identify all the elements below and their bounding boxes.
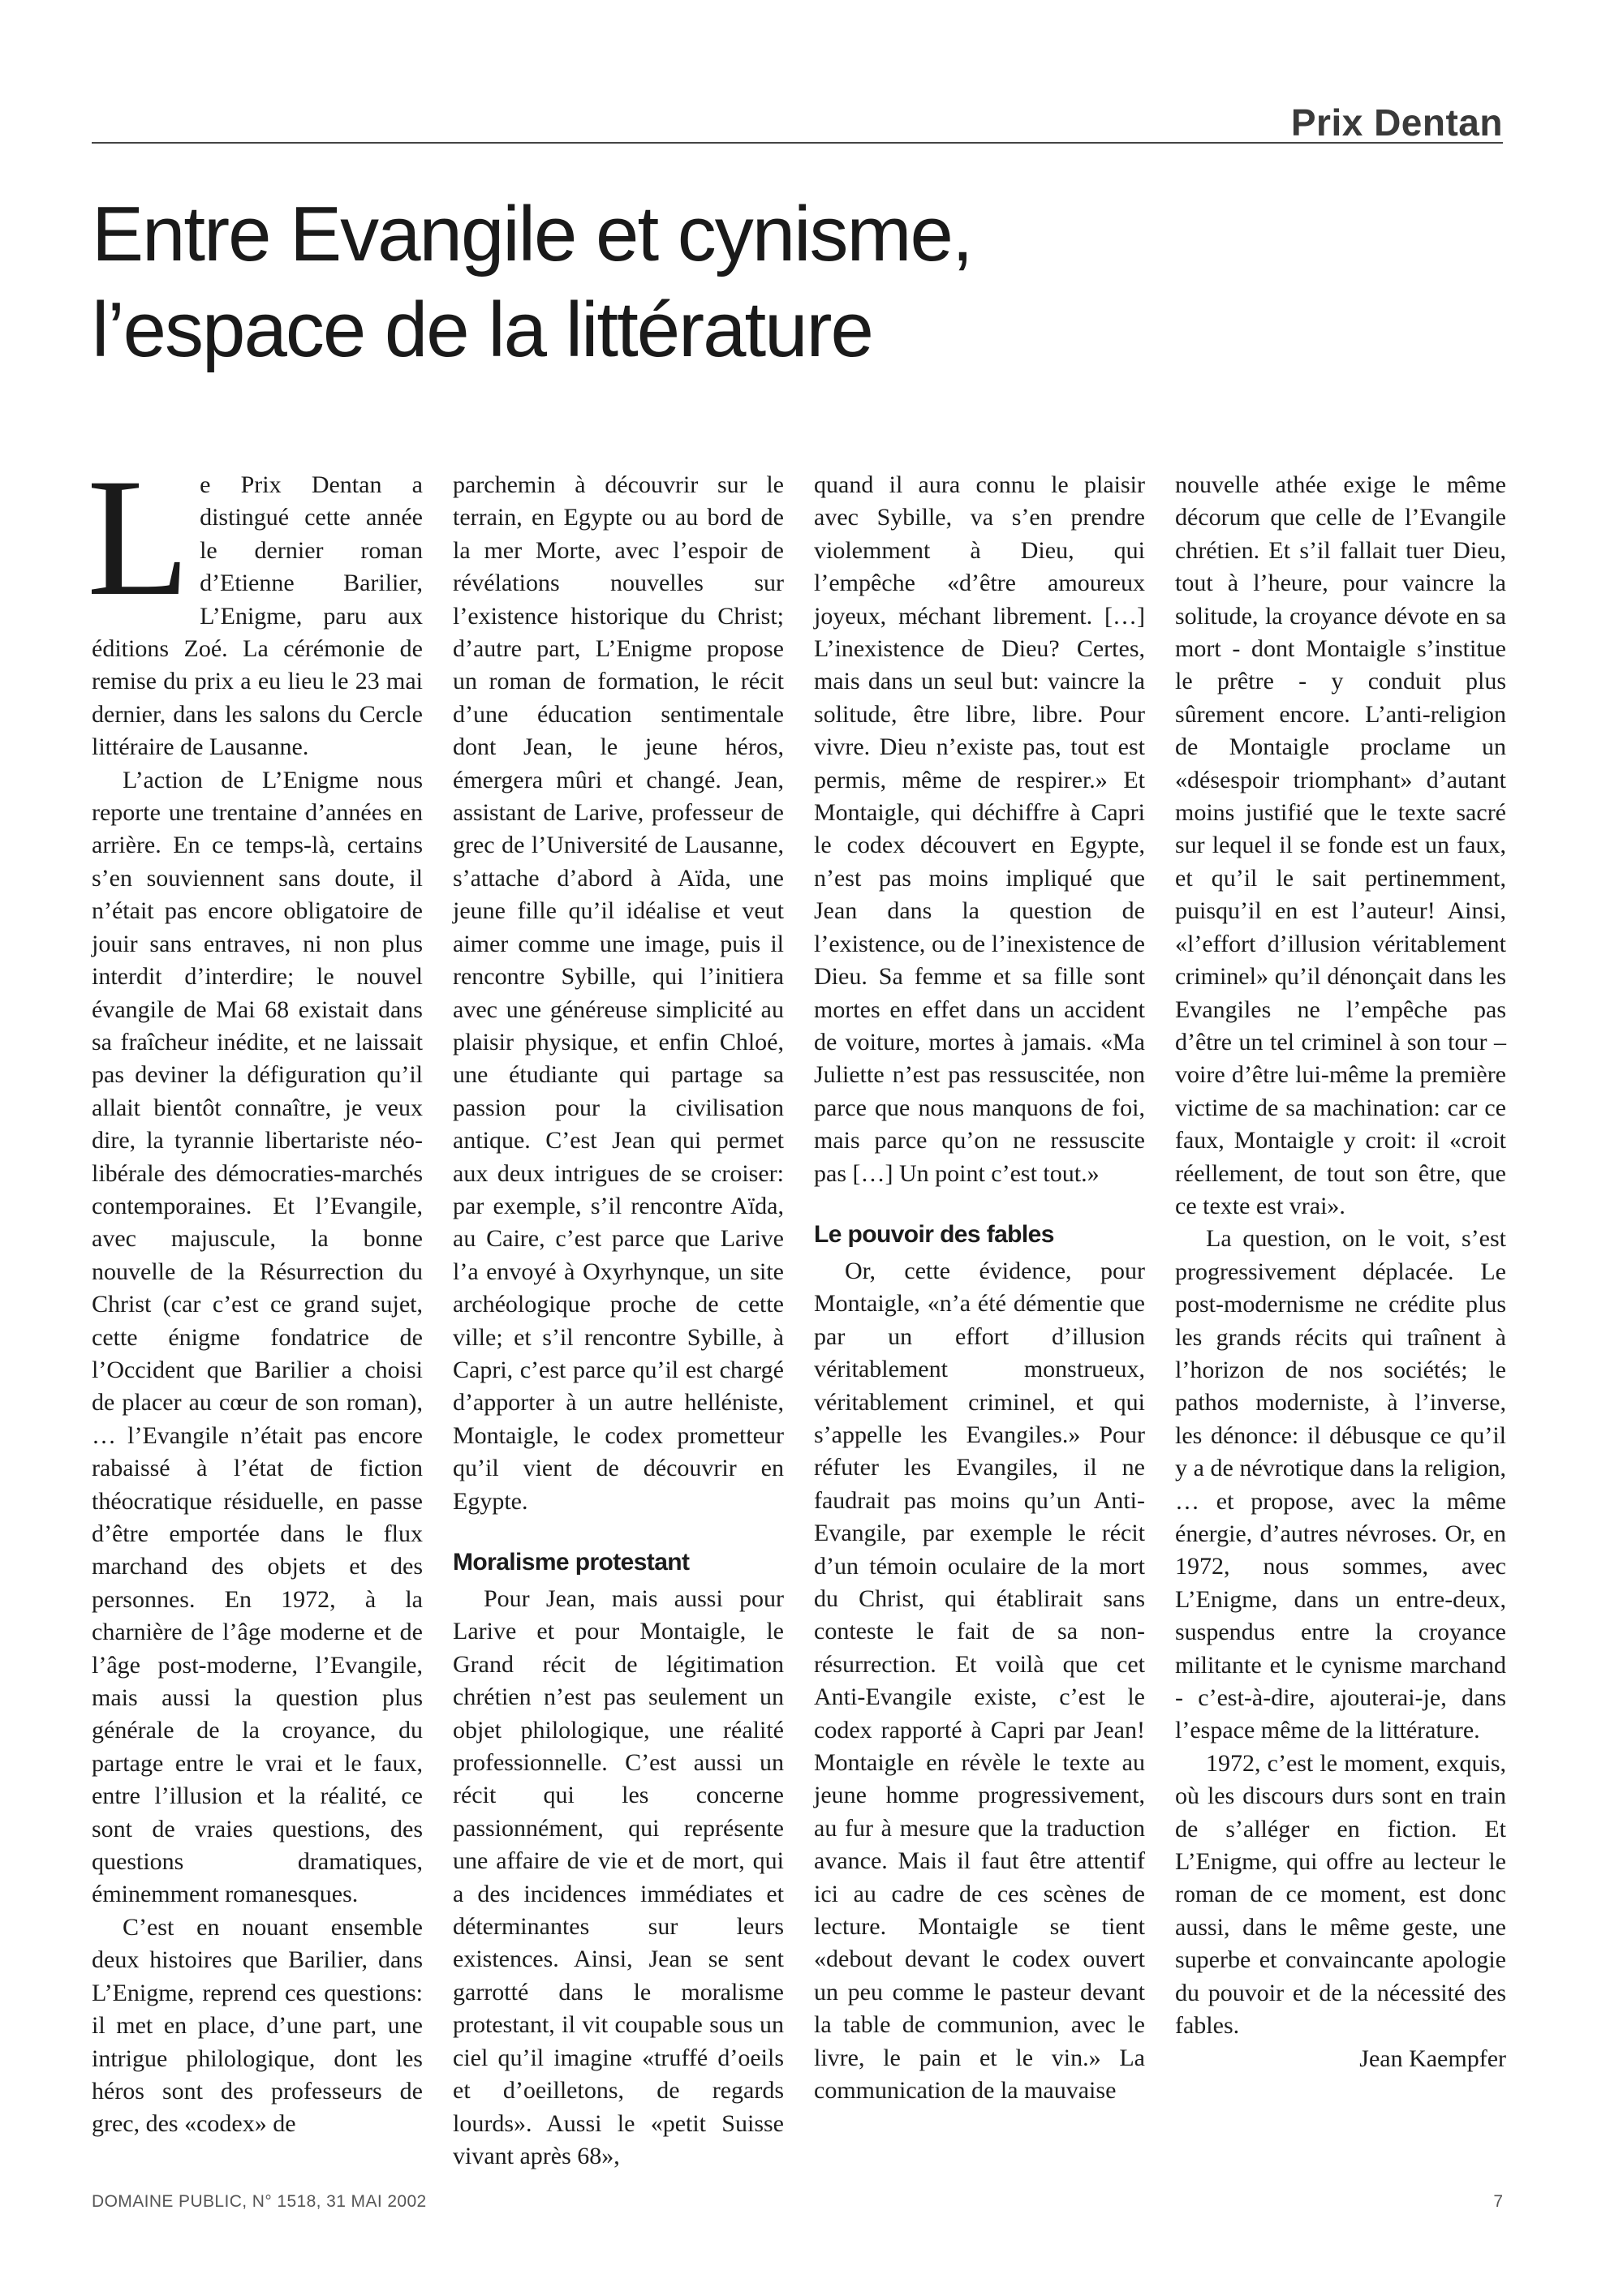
paragraph: Or, cette évidence, pour Montaigle, «n’a été démentie que par un effort d’illusion véritablement monstrueux, véritablement criminel, et qui s’appelle les Evangiles.» Pour réfuter les Evangiles, il ne faudrait pas moins qu’un Anti-Evangile, par exemple le récit d’un témoin oculaire de la mort du Christ, qui établirait sans conteste le fait de sa non-résurrection. Et voilà que cet Anti-Evangile existe, c’est le codex rapporté à Capri par Jean! Montaigle en révèle le texte au jeune homme progressivement, au fur à mesure que la traduction avance. Mais il faut être attentif ici au cadre de ces scènes de lecture. Montaigle se tient «debout devant le codex ouvert un peu comme le pasteur devant la table de communion, avec le livre, le pain et le vin.» La communication de la mauvaise (814, 1257, 1145, 2105)
author-signature: Jean Kaempfer (1359, 2044, 1506, 2072)
text-column-2 (453, 469, 784, 2173)
paragraph: quand il aura connu le plaisir avec Sybille, va s’en prendre violemment à Dieu, qui l’empêche «d’être amoureux joyeux, méchant librement. […] L’inexistence de Dieu? Certes, mais dans un seul but: vaincre la solitude, être libre, libre. Pour vivre. Dieu n’existe pas, tout est permis, même de respirer.» Et Montaigle, qui déchiffre à Capri le codex découvert en Egypte, n’est pas moins impliqué que Jean dans la question de l’existence, ou de l’inexistence de Dieu. Sa femme et sa fille sont mortes en effet dans un accident de voiture, mortes à jamais. «Ma Juliette n’est pas ressuscitée, non parce que nous manquons de foi, mais parce qu’on ne ressuscite pas […] Un point c’est tout.» (814, 471, 1145, 1187)
text-column-3 (814, 469, 1145, 2108)
text-column-4 (1175, 469, 1506, 2075)
paragraph: L’action de L’Enigme nous reporte une trentaine d’années en arrière. En ce temps-là, certains s’en souviennent sans doute, il n’était pas encore obligatoire de jouir sans entraves, ni non plus interdit d’interdire; le nouvel évangile de Mai 68 existait dans sa fraîcheur inédite, et ne laissait pas deviner la défiguration qu’il allait bientôt connaître, je veux dire, la tyrannie libertariste néo-libérale des démocraties-marchés contemporaines. Et l’Evangile, avec majuscule, la bonne nouvelle de la Résurrection du Christ (car c’est ce grand sujet, cette énigme fondatrice de l’Occident que Barilier a choisi de placer au cœur de son roman), … l’Evangile n’était pas encore rabaissé à l’état de fiction théocratique résiduelle, en passe d’être emportée dans le flux marchand des objets et des personnes. En 1972, à la charnière de l’âge moderne et de l’âge post-moderne, l’Evangile, mais aussi la question plus générale de la croyance, du partage entre le vrai et le faux, entre l’illusion et la réalité, ce sont de vraies questions, des questions dramatiques, éminemment romanesques. (92, 766, 423, 1908)
footer-publication: DOMAINE PUBLIC, N° 1518, 31 MAI 2002 (92, 2192, 427, 2211)
paragraph: parchemin à découvrir sur le terrain, en Egypte ou au bord de la mer Morte, avec l’espoir de révélations nouvelles sur l’existence historique du Christ; d’autre part, L’Enigme propose un roman de formation, le récit d’une éducation sentimentale dont Jean, le jeune héros, émergera mûri et changé. Jean, assistant de Larive, professeur de grec de l’Université de Lausanne, s’attache d’abord à Aïda, une jeune fille qu’il idéalise et veut aimer comme une image, puis il rencontre Sybille, qui l’initiera avec une généreuse simplicité au plaisir physique, et enfin Chloé, une étudiante qui partage sa passion pour la civilisation antique. C’est Jean qui permet aux deux intrigues de se croiser: par exemple, s’il rencontre Aïda, au Caire, c’est parce que Larive l’a envoyé à Oxyrhynque, un site archéologique proche de cette ville; et s’il rencontre Sybille, à Capri, c’est parce qu’il est chargé d’apporter à un autre helléniste, Montaigle, le codex prometteur qu’il vient de découvrir en Egypte. (453, 471, 784, 1515)
paragraph: 1972, c’est le moment, exquis, où les discours durs sont en train de s’alléger en fiction. Et L’Enigme, qui offre au lecteur le roman de ce moment, est donc aussi, dans le même geste, une superbe et convaincante apologie du pouvoir et de la nécessité des fables. (1175, 1749, 1506, 2040)
paragraph-text: e Prix Dentan a distingué cette année le dernier roman d’Etienne Barilier, L’Enigme, paru aux éditions Zoé. La cérémonie de remise du prix a eu lieu le 23 mai dernier, dans les salons du Cercle littéraire de Lausanne. (92, 471, 423, 761)
footer-page-number: 7 (1493, 2192, 1503, 2211)
paragraph: C’est en nouant ensemble deux histoires que Barilier, dans L’Enigme, reprend ces questions: il met en place, d’une part, une intrigue philologique, dont les héros sont des professeurs de grec, des «codex» de (92, 1913, 423, 2138)
text-column-1 (87, 444, 423, 2141)
paragraph: La question, on le voit, s’est progressivement déplacée. Le post-modernisme ne crédite plus les grands récits qui traînent à l’horizon de nos sociétés; le pathos moderniste, à l’inverse, les dénonce: il débusque ce qu’il y a de névrotique dans la religion, … et propose, avec la même énergie, d’autres névroses. Or, en 1972, nous sommes, avec L’Enigme, dans un entre-deux, suspendus entre la croyance militante et le cynisme marchand - c’est-à-dire, ajouterai-je, dans l’espace même de la littérature. (1175, 1225, 1506, 1744)
paragraph: Pour Jean, mais aussi pour Larive et pour Montaigle, le Grand récit de légitimation chrétien n’est pas seulement un objet philologique, une réalité professionnelle. C’est aussi un récit qui les concerne passionnément, qui représente une affaire de vie et de mort, qui a des incidences immédiates et déterminantes sur leurs existences. Ainsi, Jean se sent garrotté dans le moralisme protestant, il vit coupable sous un ciel qu’il imagine «truffé d’oeils et d’oeilletons, de regards lourds». Aussi le «petit Suisse vivant après 68», (453, 1585, 784, 2169)
paragraph (87, 444, 423, 764)
section-rubric: Prix Dentan (1290, 101, 1503, 144)
drop-cap: L (87, 444, 191, 630)
title-line-2: l’espace de la littérature (92, 286, 872, 373)
title-line-1: Entre Evangile et cynisme, (92, 191, 972, 277)
header-rule (92, 142, 1503, 144)
paragraph: nouvelle athée exige le même décorum que celle de l’Evangile chrétien. Et s’il fallait tuer Dieu, tout à l’heure, pour vaincre la solitude, la croyance dévote en sa mort - dont Montaigle s’institue le prêtre - y conduit plus sûrement encore. L’anti-religion de Montaigle proclame un «désespoir triomphant» d’autant moins justifié que le texte sacré sur lequel il se fonde est un faux, et qu’il le sait pertinemment, puisqu’il en est l’auteur! Ainsi, «l’effort d’illusion véritablement criminel» qu’il dénonçait dans les Evangiles ne l’empêche pas d’être un tel criminel à son tour – voire d’être lui-même la première victime de sa machination: car ce faux, Montaigle y croit: il «croit réellement, de tout son être, que ce texte est vrai». (1175, 471, 1506, 1219)
article-title (92, 187, 1471, 378)
subhead-pouvoir: Le pouvoir des fables (814, 1220, 1054, 1248)
subhead-moralisme: Moralisme protestant (453, 1549, 690, 1576)
